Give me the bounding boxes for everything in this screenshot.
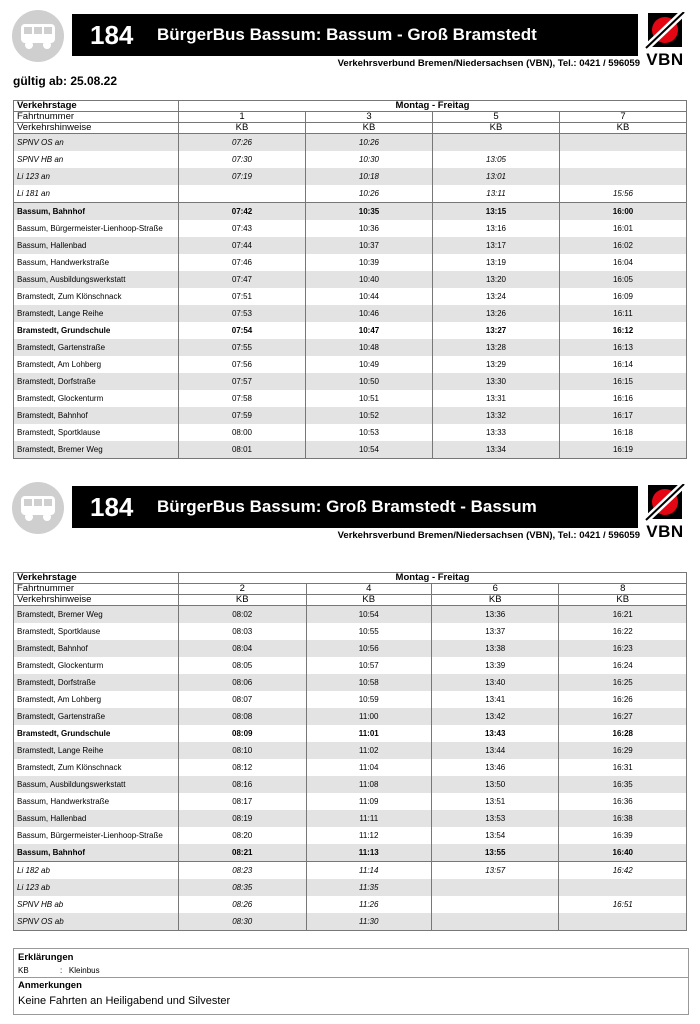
route-header	[0, 0, 700, 70]
departure-time: 16:19	[560, 441, 687, 459]
departure-time: 13:31	[433, 390, 560, 407]
trip-number: 4	[306, 584, 431, 595]
table-row	[14, 674, 687, 691]
departure-time: 13:37	[431, 623, 559, 640]
departure-time	[560, 151, 687, 168]
departure-time: 08:19	[179, 810, 307, 827]
departure-time: 10:26	[306, 134, 433, 152]
departure-time: 08:05	[179, 657, 307, 674]
timetable-inbound	[13, 572, 687, 931]
departure-time: 13:05	[433, 151, 560, 168]
departure-time: 13:53	[431, 810, 559, 827]
route-title: BürgerBus Bassum: Groß Bramstedt - Bassum	[157, 497, 537, 516]
table-row	[14, 390, 687, 407]
departure-time: 16:38	[559, 810, 687, 827]
departure-time: 16:02	[560, 237, 687, 254]
departure-time: 10:44	[306, 288, 433, 305]
stop-name: Bramstedt, Glockenturm	[14, 657, 179, 674]
days-label: Montag - Freitag	[179, 573, 687, 584]
route-number: 184	[90, 20, 134, 50]
departure-time: 08:17	[179, 793, 307, 810]
departure-time: 16:22	[559, 623, 687, 640]
departure-time: 08:23	[179, 862, 307, 880]
trip-number: 5	[433, 112, 560, 123]
departure-time: 13:34	[433, 441, 560, 459]
departure-time: 10:37	[306, 237, 433, 254]
table-row	[14, 827, 687, 844]
departure-time: 16:21	[559, 606, 687, 624]
departure-time: 08:00	[179, 424, 306, 441]
table-row	[14, 356, 687, 373]
bus-icon	[12, 482, 64, 534]
table-row	[14, 237, 687, 254]
contact-info: Verkehrsverbund Bremen/Niedersachsen (VBN), Tel.: 0421 / 596059	[337, 58, 640, 69]
stop-name: Bramstedt, Gartenstraße	[14, 708, 179, 725]
departure-time: 10:47	[306, 322, 433, 339]
departure-time: 13:43	[431, 725, 559, 742]
departure-time: 13:41	[431, 691, 559, 708]
vbn-logo	[640, 484, 690, 544]
stop-name: Bassum, Bürgermeister-Lienhoop-Straße	[14, 827, 179, 844]
bus-icon	[12, 10, 64, 62]
departure-time: 10:46	[306, 305, 433, 322]
departure-time: 16:12	[560, 322, 687, 339]
trip-note: KB	[179, 123, 306, 134]
stop-name: Li 123 an	[14, 168, 179, 185]
departure-time: 08:21	[179, 844, 307, 862]
table-row	[14, 708, 687, 725]
stop-name: Bramstedt, Gartenstraße	[14, 339, 179, 356]
table-row	[14, 305, 687, 322]
table-row	[14, 322, 687, 339]
stop-name: Bramstedt, Sportklause	[14, 623, 179, 640]
trip-number: 1	[179, 112, 306, 123]
table-row	[14, 271, 687, 288]
route-header	[0, 472, 700, 542]
departure-time: 13:27	[433, 322, 560, 339]
departure-time: 13:57	[431, 862, 559, 880]
departure-time: 10:36	[306, 220, 433, 237]
departure-time: 08:12	[179, 759, 307, 776]
departure-time: 16:09	[560, 288, 687, 305]
departure-time: 13:26	[433, 305, 560, 322]
departure-time: 08:06	[179, 674, 307, 691]
abbr-text: Kleinbus	[68, 966, 100, 975]
explanation-entry	[18, 966, 100, 975]
stop-name: Bassum, Hallenbad	[14, 810, 179, 827]
stop-name: Bramstedt, Lange Reihe	[14, 305, 179, 322]
trip-note: KB	[559, 595, 687, 606]
departure-time: 08:10	[179, 742, 307, 759]
table-row	[14, 640, 687, 657]
stop-name: Bramstedt, Zum Klönschnack	[14, 288, 179, 305]
departure-time	[431, 896, 559, 913]
stop-name: Bramstedt, Dorfstraße	[14, 373, 179, 390]
stop-name: Bramstedt, Am Lohberg	[14, 691, 179, 708]
departure-time: 07:51	[179, 288, 306, 305]
stop-name: Bramstedt, Dorfstraße	[14, 674, 179, 691]
trip-note: KB	[431, 595, 559, 606]
stop-name: Bassum, Hallenbad	[14, 237, 179, 254]
departure-time: 13:01	[433, 168, 560, 185]
departure-time: 13:19	[433, 254, 560, 271]
notes-row	[14, 123, 687, 134]
stop-name: Bassum, Bahnhof	[14, 844, 179, 862]
departure-time: 16:42	[559, 862, 687, 880]
table-row	[14, 879, 687, 896]
departure-time: 13:29	[433, 356, 560, 373]
table-row	[14, 759, 687, 776]
departure-time: 07:46	[179, 254, 306, 271]
stop-name: Li 181 an	[14, 185, 179, 203]
departure-time: 16:26	[559, 691, 687, 708]
departure-time: 07:30	[179, 151, 306, 168]
departure-time: 13:20	[433, 271, 560, 288]
departure-time	[559, 879, 687, 896]
verkehrstage-label: Verkehrstage	[14, 573, 179, 584]
departure-time: 13:54	[431, 827, 559, 844]
departure-time: 10:55	[306, 623, 431, 640]
departure-time: 16:14	[560, 356, 687, 373]
departure-time: 16:04	[560, 254, 687, 271]
trip-number: 3	[306, 112, 433, 123]
table-row	[14, 793, 687, 810]
stop-name: Bramstedt, Sportklause	[14, 424, 179, 441]
table-row	[14, 220, 687, 237]
departure-time: 13:46	[431, 759, 559, 776]
departure-time: 08:08	[179, 708, 307, 725]
departure-time: 16:25	[559, 674, 687, 691]
route-number: 184	[90, 492, 134, 522]
table-row	[14, 168, 687, 185]
departure-time: 07:58	[179, 390, 306, 407]
table-row	[14, 657, 687, 674]
table-row	[14, 185, 687, 203]
stop-name: Bramstedt, Am Lohberg	[14, 356, 179, 373]
table-row	[14, 373, 687, 390]
departure-time	[431, 879, 559, 896]
explanations-title: Erklärungen	[18, 952, 74, 963]
table-row	[14, 810, 687, 827]
table-row	[14, 134, 687, 152]
departure-time: 08:02	[179, 606, 307, 624]
departure-time: 13:32	[433, 407, 560, 424]
hinweise-label: Verkehrshinweise	[14, 123, 179, 134]
fahrtnummer-label: Fahrtnummer	[14, 112, 179, 123]
departure-time: 07:26	[179, 134, 306, 152]
trip-number: 2	[179, 584, 307, 595]
departure-time: 10:57	[306, 657, 431, 674]
table-row	[14, 691, 687, 708]
days-label: Montag - Freitag	[179, 101, 687, 112]
table-row	[14, 896, 687, 913]
table-row	[14, 725, 687, 742]
departure-time: 13:17	[433, 237, 560, 254]
departure-time: 07:43	[179, 220, 306, 237]
departure-time: 11:00	[306, 708, 431, 725]
trip-note: KB	[306, 595, 431, 606]
departure-time: 11:13	[306, 844, 431, 862]
departure-time: 07:54	[179, 322, 306, 339]
abbr: KB	[18, 966, 29, 975]
departure-time: 08:26	[179, 896, 307, 913]
notes-row	[14, 595, 687, 606]
stop-name: Bramstedt, Bremer Weg	[14, 606, 179, 624]
stop-name: Bramstedt, Bremer Weg	[14, 441, 179, 459]
stop-name: Bassum, Handwerkstraße	[14, 254, 179, 271]
departure-time: 15:56	[560, 185, 687, 203]
departure-time	[560, 134, 687, 152]
table-row	[14, 441, 687, 459]
departure-time: 13:42	[431, 708, 559, 725]
departure-time: 07:55	[179, 339, 306, 356]
stop-name: Bramstedt, Glockenturm	[14, 390, 179, 407]
table-row	[14, 151, 687, 168]
departure-time: 10:58	[306, 674, 431, 691]
departure-time: 08:35	[179, 879, 307, 896]
table-row	[14, 776, 687, 793]
timetable-outbound	[13, 100, 687, 459]
trip-number-row	[14, 584, 687, 595]
departure-time: 16:40	[559, 844, 687, 862]
departure-time: 07:47	[179, 271, 306, 288]
route-title-bar	[72, 14, 638, 56]
departure-time: 08:07	[179, 691, 307, 708]
route-title-bar	[72, 486, 638, 528]
departure-time: 16:17	[560, 407, 687, 424]
departure-time: 13:40	[431, 674, 559, 691]
table-row	[14, 407, 687, 424]
departure-time: 07:56	[179, 356, 306, 373]
departure-time: 10:30	[306, 151, 433, 168]
logo-text: VBN	[646, 50, 684, 69]
departure-time: 10:18	[306, 168, 433, 185]
departure-time: 08:16	[179, 776, 307, 793]
stop-name: SPNV HB ab	[14, 896, 179, 913]
departure-time: 07:42	[179, 203, 306, 221]
departure-time: 11:14	[306, 862, 431, 880]
table-row	[14, 623, 687, 640]
stop-name: Bramstedt, Bahnhof	[14, 640, 179, 657]
departure-time: 16:05	[560, 271, 687, 288]
remarks-title: Anmerkungen	[18, 980, 82, 991]
departure-time: 13:33	[433, 424, 560, 441]
contact-info: Verkehrsverbund Bremen/Niedersachsen (VBN), Tel.: 0421 / 596059	[337, 530, 640, 541]
departure-time: 10:48	[306, 339, 433, 356]
departure-time: 08:30	[179, 913, 307, 931]
departure-time: 16:01	[560, 220, 687, 237]
departure-time: 10:50	[306, 373, 433, 390]
departure-time: 11:30	[306, 913, 431, 931]
table-row	[14, 742, 687, 759]
departure-time: 10:49	[306, 356, 433, 373]
remark-text: Keine Fahrten an Heiligabend und Silvester	[18, 995, 231, 1007]
departure-time: 11:09	[306, 793, 431, 810]
fahrtnummer-label: Fahrtnummer	[14, 584, 179, 595]
inbound-section	[0, 472, 700, 926]
trip-note: KB	[560, 123, 687, 134]
departure-time: 16:28	[559, 725, 687, 742]
departure-time: 13:39	[431, 657, 559, 674]
verkehrstage-label: Verkehrstage	[14, 101, 179, 112]
stop-name: Bassum, Bürgermeister-Lienhoop-Straße	[14, 220, 179, 237]
departure-time: 08:03	[179, 623, 307, 640]
departure-time: 13:55	[431, 844, 559, 862]
table-row	[14, 339, 687, 356]
departure-time: 11:08	[306, 776, 431, 793]
trip-number-row	[14, 112, 687, 123]
table-row	[14, 844, 687, 862]
departure-time: 16:27	[559, 708, 687, 725]
stop-name: Bassum, Bahnhof	[14, 203, 179, 221]
table-row	[14, 424, 687, 441]
departure-time: 13:28	[433, 339, 560, 356]
departure-time: 07:53	[179, 305, 306, 322]
table-row	[14, 862, 687, 880]
departure-time: 10:35	[306, 203, 433, 221]
departure-time: 13:11	[433, 185, 560, 203]
departure-time: 11:01	[306, 725, 431, 742]
departure-time: 16:36	[559, 793, 687, 810]
departure-time: 16:11	[560, 305, 687, 322]
departure-time: 11:04	[306, 759, 431, 776]
departure-time: 16:00	[560, 203, 687, 221]
departure-time: 11:26	[306, 896, 431, 913]
stop-name: Bramstedt, Zum Klönschnack	[14, 759, 179, 776]
departure-time: 10:40	[306, 271, 433, 288]
departure-time: 16:24	[559, 657, 687, 674]
departure-time: 13:15	[433, 203, 560, 221]
departure-time: 16:29	[559, 742, 687, 759]
route-title: BürgerBus Bassum: Bassum - Groß Bramstedt	[157, 25, 537, 44]
abbr-sep: :	[60, 966, 63, 975]
departure-time: 08:04	[179, 640, 307, 657]
departure-time: 07:19	[179, 168, 306, 185]
departure-time: 16:31	[559, 759, 687, 776]
hinweise-label: Verkehrshinweise	[14, 595, 179, 606]
divider	[14, 977, 688, 978]
departure-time: 16:23	[559, 640, 687, 657]
departure-time: 13:16	[433, 220, 560, 237]
departure-time: 10:52	[306, 407, 433, 424]
departure-time: 16:35	[559, 776, 687, 793]
departure-time: 11:02	[306, 742, 431, 759]
departure-time: 16:15	[560, 373, 687, 390]
stop-name: Bramstedt, Lange Reihe	[14, 742, 179, 759]
trip-number: 7	[560, 112, 687, 123]
trip-number: 6	[431, 584, 559, 595]
departure-time: 16:18	[560, 424, 687, 441]
header-row	[14, 573, 687, 584]
trip-number: 8	[559, 584, 687, 595]
departure-time	[431, 913, 559, 931]
departure-time	[560, 168, 687, 185]
departure-time: 13:51	[431, 793, 559, 810]
stop-name: Li 123 ab	[14, 879, 179, 896]
departure-time	[433, 134, 560, 152]
departure-time: 13:36	[431, 606, 559, 624]
table-row	[14, 913, 687, 931]
stop-name: Bramstedt, Grundschule	[14, 725, 179, 742]
stop-name: SPNV OS an	[14, 134, 179, 152]
departure-time	[179, 185, 306, 203]
departure-time: 13:50	[431, 776, 559, 793]
stop-name: Li 182 ab	[14, 862, 179, 880]
departure-time: 16:51	[559, 896, 687, 913]
departure-time: 07:57	[179, 373, 306, 390]
table-row	[14, 606, 687, 624]
departure-time: 16:16	[560, 390, 687, 407]
trip-note: KB	[306, 123, 433, 134]
trip-note: KB	[433, 123, 560, 134]
stop-name: Bassum, Handwerkstraße	[14, 793, 179, 810]
departure-time: 08:20	[179, 827, 307, 844]
departure-time: 10:51	[306, 390, 433, 407]
trip-note: KB	[179, 595, 307, 606]
departure-time: 16:39	[559, 827, 687, 844]
departure-time: 13:38	[431, 640, 559, 657]
departure-time: 11:11	[306, 810, 431, 827]
departure-time: 13:30	[433, 373, 560, 390]
notes-box	[13, 948, 689, 1015]
departure-time: 10:59	[306, 691, 431, 708]
departure-time	[559, 913, 687, 931]
vbn-logo	[640, 12, 690, 72]
departure-time: 10:56	[306, 640, 431, 657]
outbound-section	[0, 0, 700, 454]
departure-time: 10:54	[306, 606, 431, 624]
departure-time: 07:44	[179, 237, 306, 254]
departure-time: 11:12	[306, 827, 431, 844]
stop-name: Bassum, Ausbildungswerkstatt	[14, 776, 179, 793]
logo-text: VBN	[646, 522, 684, 541]
departure-time: 08:01	[179, 441, 306, 459]
departure-time: 13:24	[433, 288, 560, 305]
stop-name: Bramstedt, Bahnhof	[14, 407, 179, 424]
table-row	[14, 288, 687, 305]
stop-name: Bramstedt, Grundschule	[14, 322, 179, 339]
stop-name: SPNV HB an	[14, 151, 179, 168]
departure-time: 10:54	[306, 441, 433, 459]
header-row	[14, 101, 687, 112]
stop-name: SPNV OS ab	[14, 913, 179, 931]
departure-time: 10:39	[306, 254, 433, 271]
departure-time: 16:13	[560, 339, 687, 356]
table-row	[14, 203, 687, 221]
departure-time: 07:59	[179, 407, 306, 424]
valid-from: gültig ab: 25.08.22	[13, 74, 118, 88]
stop-name: Bassum, Ausbildungswerkstatt	[14, 271, 179, 288]
departure-time: 10:26	[306, 185, 433, 203]
departure-time: 13:44	[431, 742, 559, 759]
table-row	[14, 254, 687, 271]
departure-time: 10:53	[306, 424, 433, 441]
departure-time: 11:35	[306, 879, 431, 896]
departure-time: 08:09	[179, 725, 307, 742]
